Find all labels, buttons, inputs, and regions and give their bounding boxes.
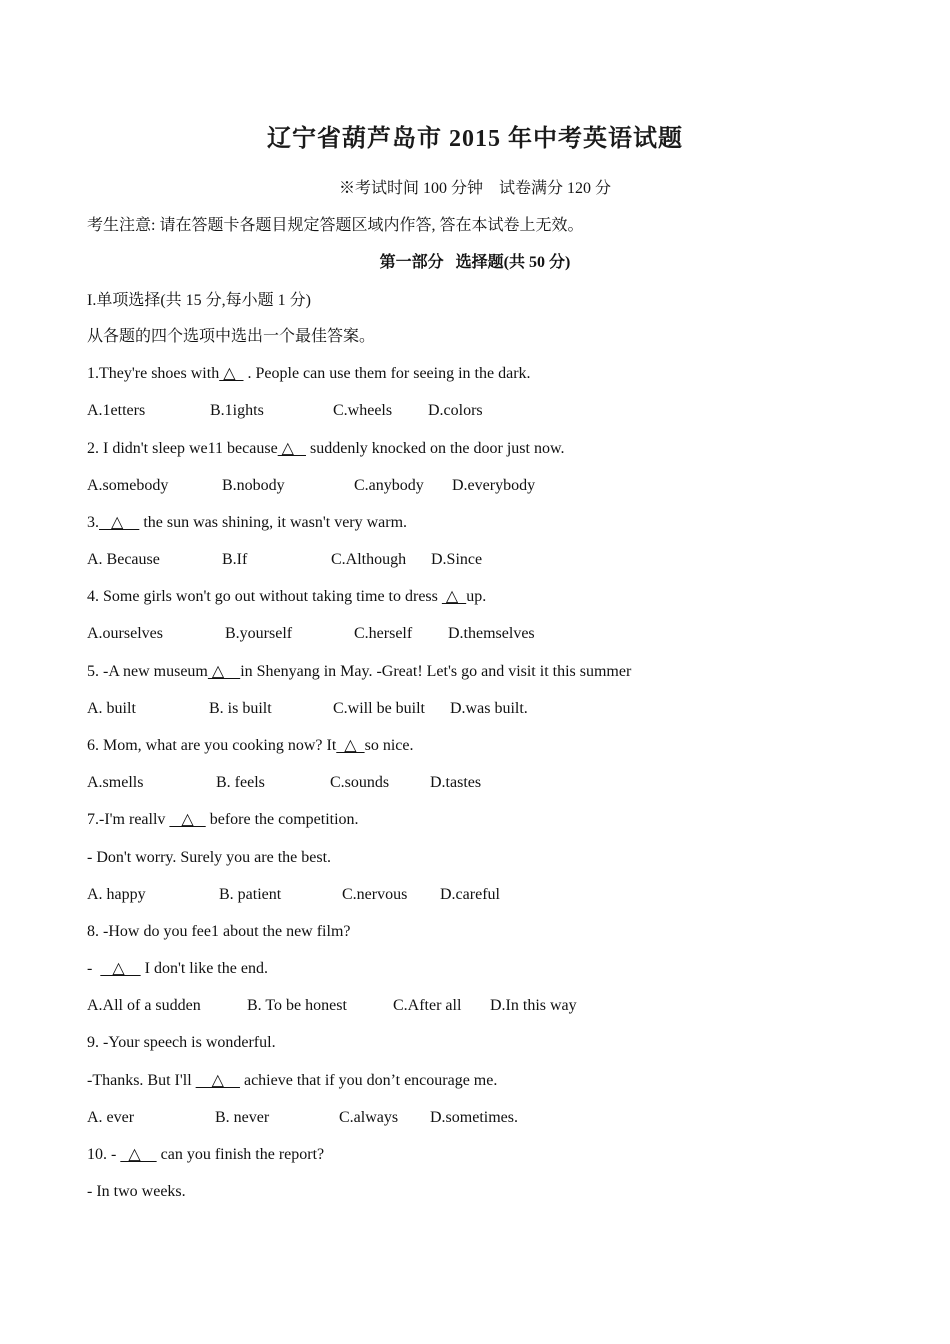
dialogue-reply [87, 959, 268, 979]
question-text: before the competition. [205, 811, 359, 828]
option-d: D.Since [431, 551, 483, 568]
option-a: A. happy [87, 886, 146, 903]
option-b: B. feels [216, 774, 265, 791]
option-a: A.somebody [87, 477, 169, 494]
question-7 [87, 810, 359, 830]
dialogue-reply: - Don't worry. Surely you are the best. [87, 849, 332, 866]
question-6 [87, 736, 413, 756]
question-text: the sun was shining, it wasn't very warm. [139, 514, 408, 531]
question-text: 6. Mom, what are you cooking now? It [87, 737, 337, 754]
question-text: 3. [87, 514, 99, 531]
option-a: A.1etters [87, 402, 146, 419]
option-d: D.In this way [490, 997, 577, 1014]
option-b: B. patient [219, 886, 282, 903]
notice-text: 考生注意: 请在答题卡各题目规定答题区域内作答, 答在本试卷上无效。 [87, 217, 584, 234]
option-c: C.herself [354, 625, 413, 642]
question-2 [87, 439, 564, 459]
instruction-text: 从各题的四个选项中选出一个最佳答案。 [87, 328, 376, 345]
option-c: C.After all [393, 997, 462, 1014]
option-b: B. is built [209, 700, 272, 717]
question-text: 1.They're shoes with [87, 365, 220, 382]
answer-blank: △ [207, 663, 241, 680]
question-text: achieve that if you don’t encourage me. [239, 1072, 498, 1089]
question-text: 4. Some girls won't go out without taking time to dress [87, 588, 442, 605]
exam-info: ※考试时间 100 分钟 试卷满分 120 分 [338, 180, 611, 197]
dialogue-reply [87, 1071, 497, 1091]
option-c: C.anybody [354, 477, 424, 494]
option-a: A.smells [87, 774, 144, 791]
answer-blank: △ [336, 737, 365, 754]
option-d: D.colors [428, 402, 483, 419]
question-text: 7.-I'm reallv [87, 811, 170, 828]
question-1 [87, 364, 531, 384]
option-b: B.yourself [225, 625, 293, 642]
question-10 [87, 1145, 324, 1165]
question-text: 10. - [87, 1146, 121, 1163]
question-text: 2. I didn't sleep we11 because [87, 440, 278, 457]
option-b: B.1ights [210, 402, 264, 419]
option-a: A. Because [87, 551, 160, 568]
option-c: C.Although [331, 551, 407, 568]
question-3 [87, 513, 407, 533]
question-text: up. [466, 588, 487, 605]
answer-blank: △ [120, 1146, 157, 1163]
question-text: I don't like the end. [140, 960, 268, 977]
question-text: so nice. [364, 737, 414, 754]
page-title: 辽宁省葫芦岛市 2015 年中考英语试题 [267, 126, 683, 152]
question-text: 5. -A new museum [87, 663, 208, 680]
option-d: D.careful [440, 886, 500, 903]
answer-blank: △ [169, 811, 206, 828]
option-d: D.everybody [452, 477, 536, 494]
option-d: D.was built. [450, 700, 528, 717]
question-text: suddenly knocked on the door just now. [305, 440, 565, 457]
option-b: B.If [222, 551, 248, 568]
option-b: B.nobody [222, 477, 285, 494]
option-c: C.will be built [333, 700, 425, 717]
answer-blank: △ [219, 365, 244, 382]
option-a: A.ourselves [87, 625, 163, 642]
question-text: can you finish the report? [156, 1146, 325, 1163]
option-a: A. built [87, 700, 136, 717]
option-c: C.nervous [342, 886, 408, 903]
answer-blank: △ [441, 588, 467, 605]
question-text: -Thanks. But I'll [87, 1072, 196, 1089]
question-4 [87, 587, 486, 607]
option-d: D.sometimes. [430, 1109, 518, 1126]
option-d: D.themselves [448, 625, 535, 642]
question-text: - [87, 960, 101, 977]
option-b: B. To be honest [247, 997, 347, 1014]
part-title: 第一部分 选择题(共 50 分) [379, 254, 571, 271]
answer-blank: △ [100, 960, 141, 977]
question-9: 9. -Your speech is wonderful. [87, 1034, 276, 1051]
section-title: I.单项选择(共 15 分,每小题 1 分) [87, 292, 311, 309]
option-d: D.tastes [430, 774, 482, 791]
option-b: B. never [215, 1109, 270, 1126]
option-a: A.All of a sudden [87, 997, 201, 1014]
question-8: 8. -How do you fee1 about the new film? [87, 923, 351, 940]
dialogue-reply: - In two weeks. [87, 1183, 186, 1200]
question-text: in Shenyang in May. -Great! Let's go and visit it this summer [240, 663, 632, 680]
option-c: C.always [339, 1109, 399, 1126]
answer-blank: △ [195, 1072, 240, 1089]
question-text: . People can use them for seeing in the dark. [243, 365, 531, 382]
option-c: C.sounds [330, 774, 390, 791]
option-c: C.wheels [333, 402, 393, 419]
answer-blank: △ [277, 440, 306, 457]
option-a: A. ever [87, 1109, 135, 1126]
answer-blank: △ [99, 514, 140, 531]
question-5 [87, 662, 631, 682]
